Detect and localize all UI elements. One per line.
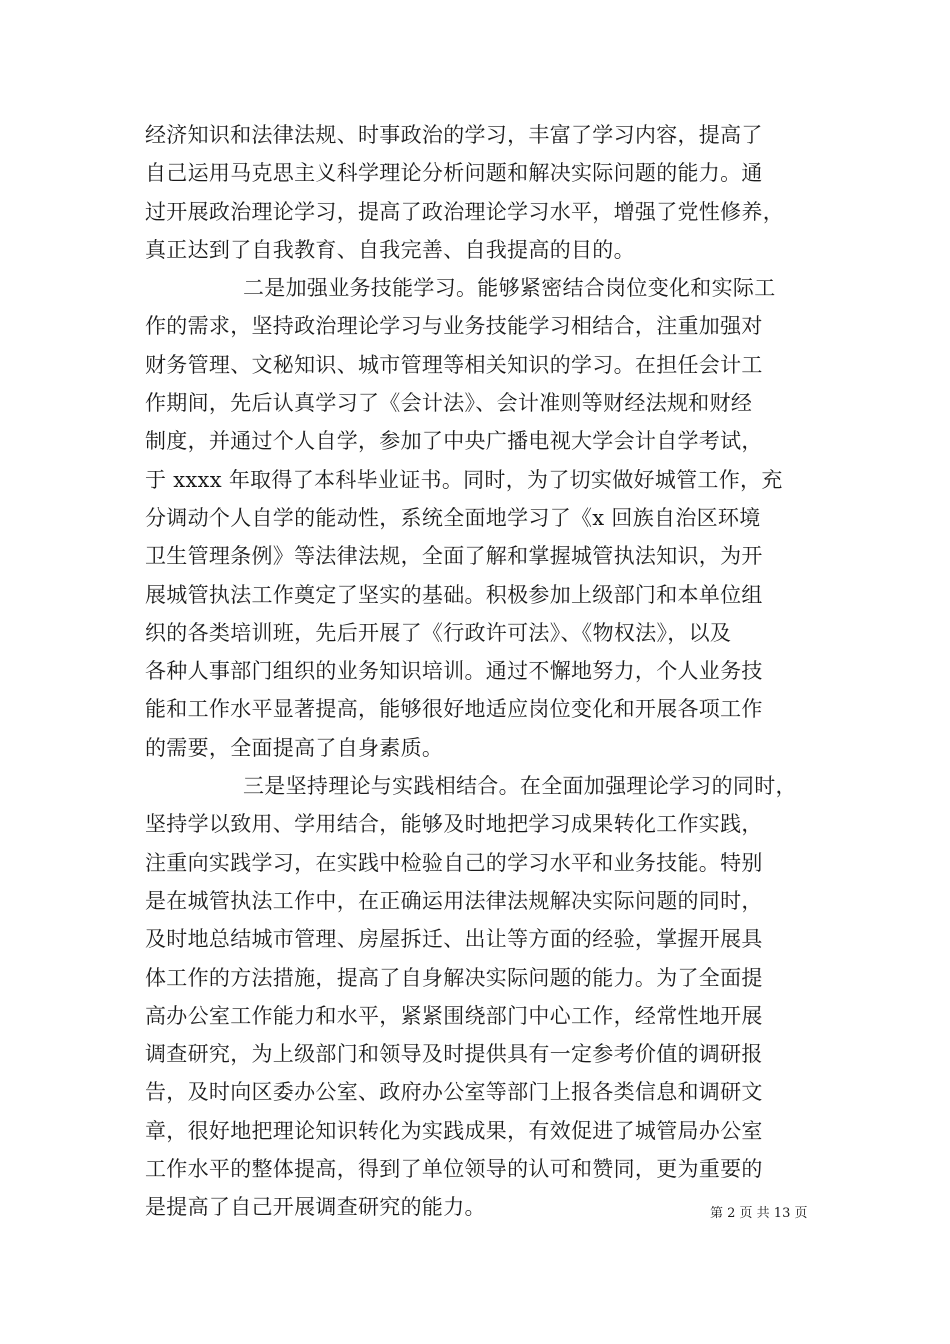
text-line: 坚持学以致用、学用结合，能够及时地把学习成果转化工作实践， [145,812,763,837]
text-line: 织的各类培训班，先后开展了《行政许可法》、《物权法》，以及 [145,620,732,645]
text-line: 章，很好地把理论知识转化为实践成果，有效促进了城管局办公室 [145,1118,763,1143]
text-line: 真正达到了自我教育、自我完善、自我提高的目的。 [145,237,635,262]
text-line: 是在城管执法工作中，在正确运用法律法规解决实际问题的同时， [145,888,763,913]
text-line: 告，及时向区委办公室、政府办公室等部门上报各类信息和调研文 [145,1080,763,1105]
text-line: 调查研究，为上级部门和领导及时提供具有一定参考价值的调研报 [145,1042,763,1067]
text-line: 体工作的方法措施，提高了自身解决实际问题的能力。为了全面提 [145,965,763,990]
text-line: 作期间，先后认真学习了《会计法》、会计准则等财经法规和财经 [145,391,753,416]
text-line: 于 xxxx 年取得了本科毕业证书。同时，为了切实做好城管工作，充 [145,467,783,492]
text-line: 制度，并通过个人自学，参加了中央广播电视大学会计自学考试， [145,429,763,454]
paragraph-start-line: 三是坚持理论与实践相结合。在全面加强理论学习的同时， [243,774,797,799]
text-line: 作的需求，坚持政治理论学习与业务技能学习相结合，注重加强对 [145,314,763,339]
text-line: 能和工作水平显著提高，能够很好地适应岗位变化和开展各项工作 [145,697,763,722]
text-line: 高办公室工作能力和水平，紧紧围绕部门中心工作，经常性地开展 [145,1003,763,1028]
document-body [145,116,813,1227]
text-line: 的需要，全面提高了自身素质。 [145,735,444,760]
text-line: 自己运用马克思主义科学理论分析问题和解决实际问题的能力。通 [145,161,763,186]
text-line: 注重向实践学习，在实践中检验自己的学习水平和业务技能。特别 [145,850,763,875]
text-line: 展城管执法工作奠定了坚实的基础。积极参加上级部门和本单位组 [145,582,763,607]
text-line: 过开展政治理论学习，提高了政治理论学习水平，增强了党性修养， [145,199,784,224]
paragraph-start-line: 二是加强业务技能学习。能够紧密结合岗位变化和实际工 [243,276,776,301]
text-line: 财务管理、文秘知识、城市管理等相关知识的学习。在担任会计工 [145,352,763,377]
text-line: 卫生管理条例》等法律法规，全面了解和掌握城管执法知识，为开 [145,544,763,569]
text-line: 工作水平的整体提高，得到了单位领导的认可和赞同，更为重要的 [145,1157,763,1182]
text-line: 经济知识和法律法规、时事政治的学习，丰富了学习内容，提高了 [145,123,763,147]
text-line: 各种人事部门组织的业务知识培训。通过不懈地努力，个人业务技 [145,659,763,684]
text-line: 分调动个人自学的能动性，系统全面地学习了《x 回族自治区环境 [145,505,761,530]
text-line: 及时地总结城市管理、房屋拆迁、出让等方面的经验，掌握开展具 [145,927,763,952]
text-line: 是提高了自己开展调查研究的能力。 [145,1195,486,1220]
page-number-footer: 第 2 页 共 13 页 [710,1206,808,1221]
